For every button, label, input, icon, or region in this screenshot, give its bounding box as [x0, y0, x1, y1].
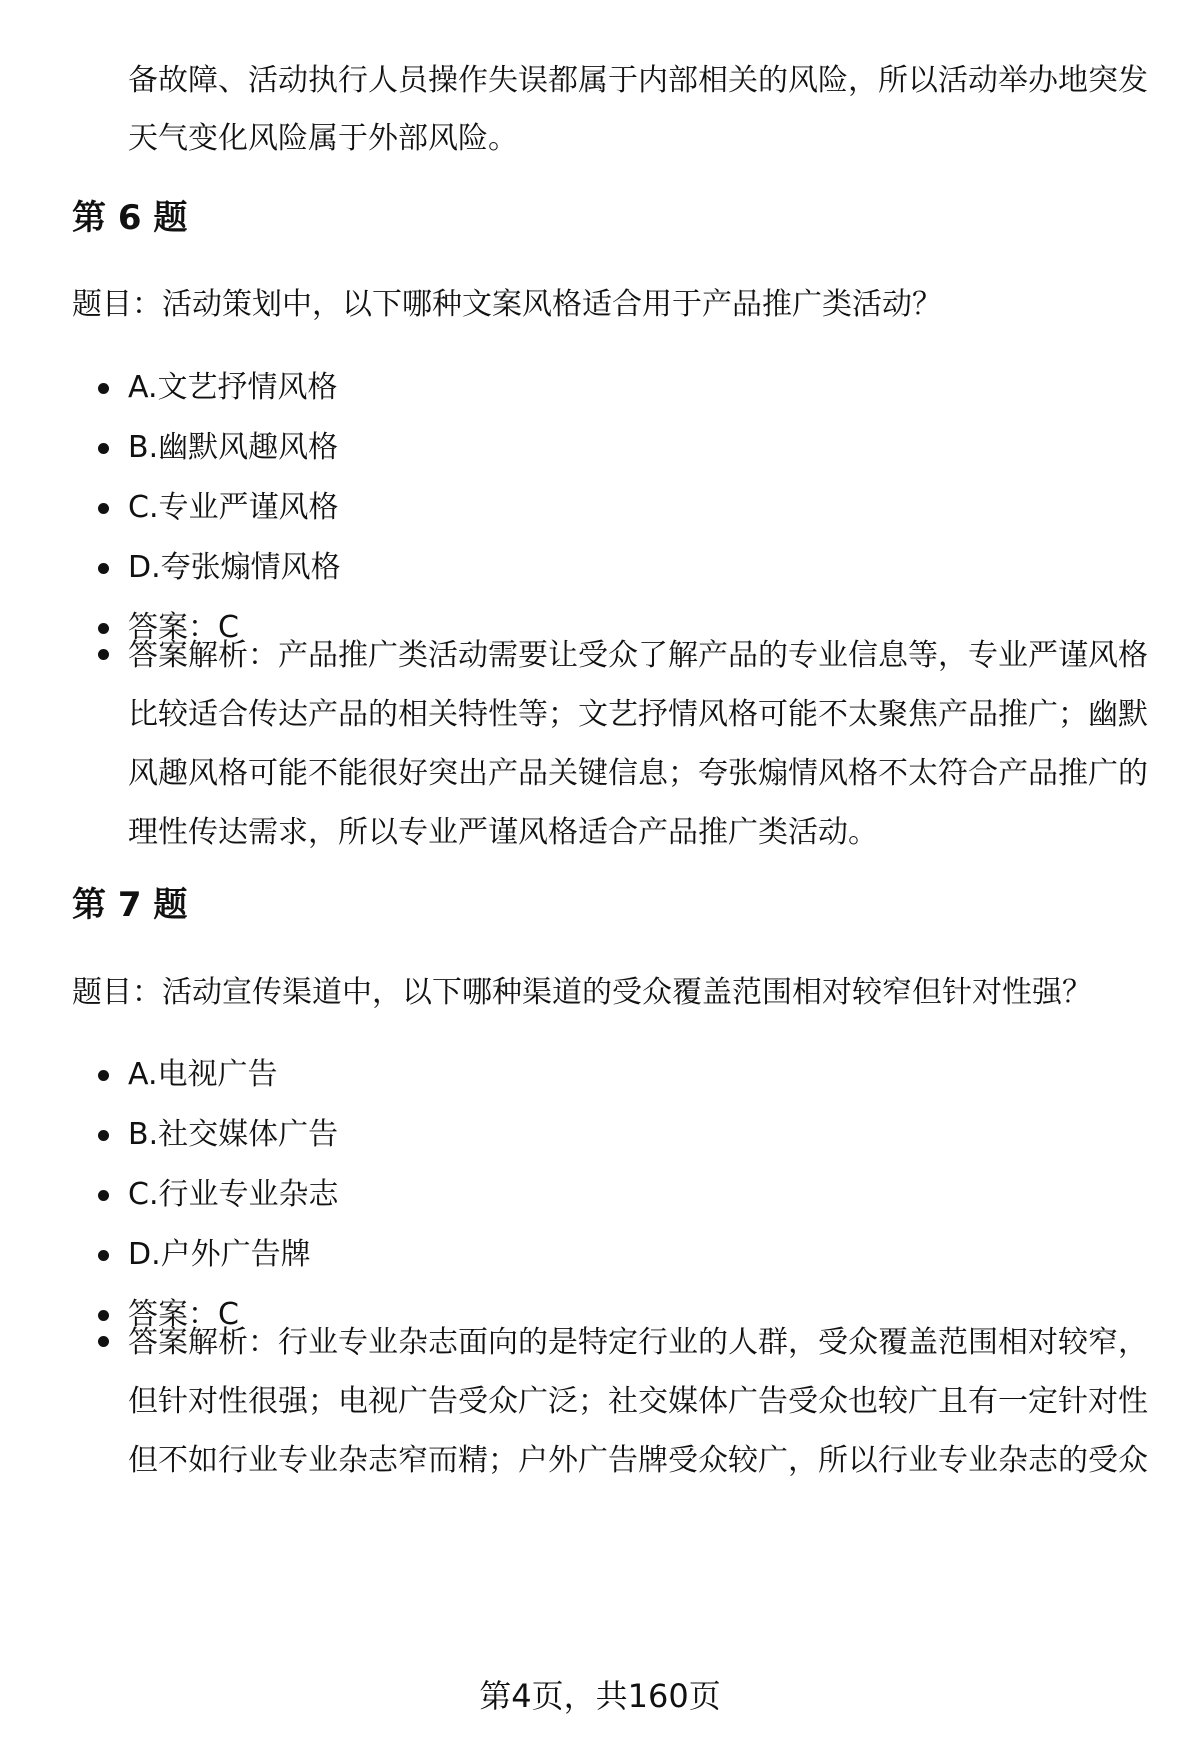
answer: 答案：C	[0, 1285, 1160, 1345]
option-b: B.幽默风趣风格	[0, 418, 1160, 478]
analysis-bullet	[98, 649, 109, 660]
option-d: D.户外广告牌	[0, 1225, 1160, 1285]
previous-analysis-continuation: 备故障、活动执行人员操作失误都属于内部相关的风险，所以活动举办地突发天气变化风险属于外部风险。	[128, 63, 1148, 156]
question-6-options	[0, 358, 1160, 658]
question-7-heading: 第 7 题	[72, 885, 188, 925]
question-7-text: 题目：活动宣传渠道中，以下哪种渠道的受众覆盖范围相对较窄但针对性强？	[72, 975, 1092, 1010]
question-7-analysis: 答案解析：行业专业杂志面向的是特定行业的人群，受众覆盖范围相对较窄，但针对性很强；电视广告受众广泛；社交媒体广告受众也较广且有一定针对性但不如行业专业杂志窄而精；户外广告牌受众较广，所以行业专业杂志的受众	[128, 1325, 1148, 1478]
page-footer: 第4页，共160页	[479, 1677, 721, 1715]
question-6-analysis: 答案解析：产品推广类活动需要让受众了解产品的专业信息等，专业严谨风格比较适合传达产品的相关特性等；文艺抒情风格可能不太聚焦产品推广；幽默风趣风格可能不能很好突出产品关键信息；夸张煽情风格不太符合产品推广的理性传达需求，所以专业严谨风格适合产品推广类活动。	[128, 638, 1148, 850]
option-d: D.夸张煽情风格	[0, 538, 1160, 598]
question-6-heading: 第 6 题	[72, 198, 188, 238]
option-b: B.社交媒体广告	[0, 1105, 1160, 1165]
option-a: A.文艺抒情风格	[0, 358, 1160, 418]
option-c: C.行业专业杂志	[0, 1165, 1160, 1225]
analysis-bullet	[98, 1336, 109, 1347]
option-c: C.专业严谨风格	[0, 478, 1160, 538]
question-7-options	[0, 1045, 1160, 1345]
option-a: A.电视广告	[0, 1045, 1160, 1105]
question-6-text: 题目：活动策划中，以下哪种文案风格适合用于产品推广类活动？	[72, 287, 942, 322]
answer: 答案：C	[0, 598, 1160, 658]
